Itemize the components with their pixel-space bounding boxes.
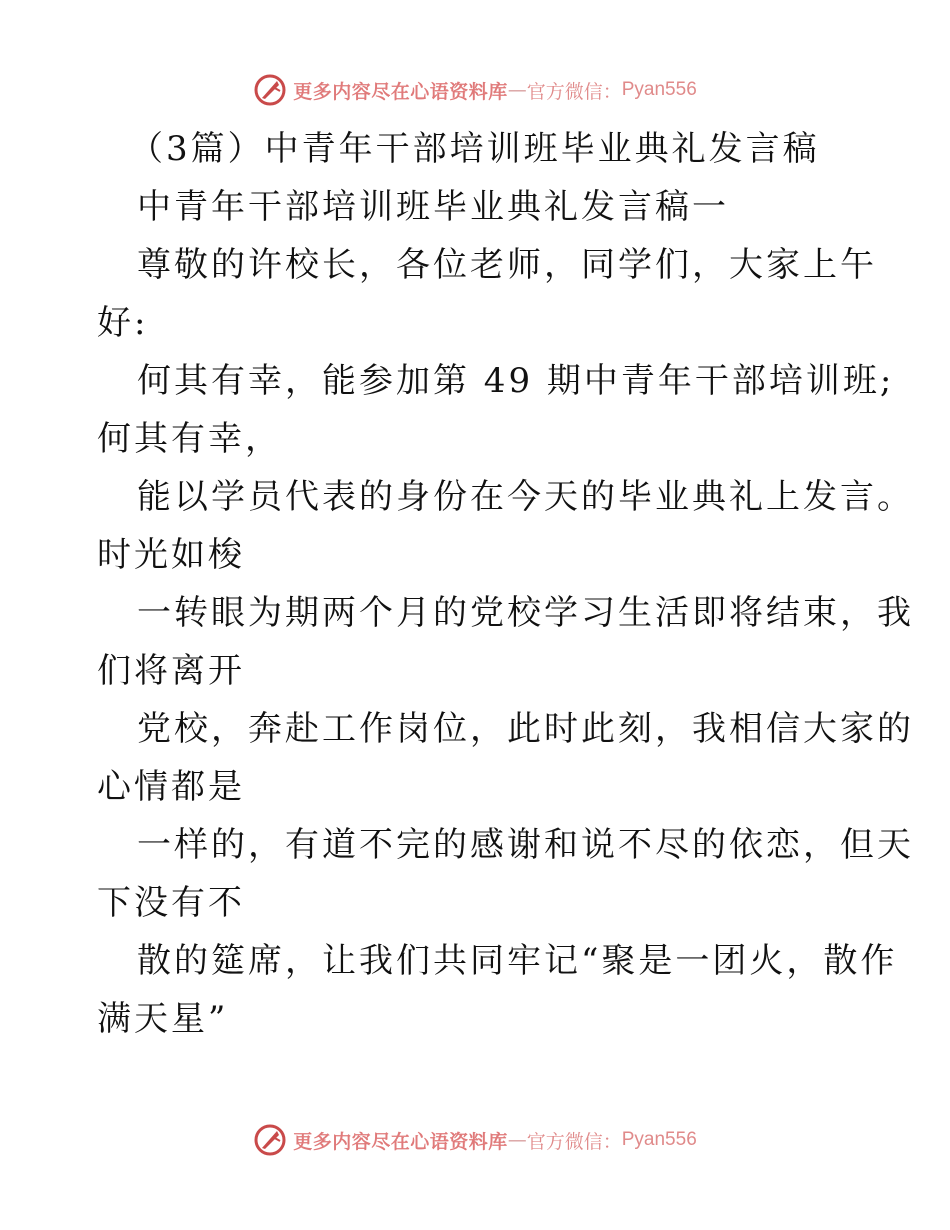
- paragraph-line: 心情都是: [97, 767, 245, 807]
- banner-main-text: 更多内容尽在心语资料库: [293, 80, 508, 103]
- banner-wechat-id: Pyan556: [621, 1129, 697, 1150]
- quill-logo-icon: [253, 73, 287, 107]
- paragraph-line: 能以学员代表的身份在今天的毕业典礼上发言。: [137, 477, 914, 517]
- paragraph-line: 好:: [97, 303, 149, 343]
- paragraph-line: 何其有幸，: [97, 419, 282, 459]
- paragraph-line: 何其有幸，能参加第 49 期中青年干部培训班;: [137, 361, 895, 401]
- paragraph-line: 满天星”: [97, 999, 229, 1039]
- paragraph-line: 散的筵席，让我们共同牢记“聚是一团火，散作: [137, 941, 898, 981]
- banner-wechat-label: 官方微信：: [526, 1130, 622, 1153]
- paragraph-line: 下没有不: [97, 883, 245, 923]
- header-watermark-banner: [0, 70, 950, 110]
- paragraph-line: 一样的，有道不完的感谢和说不尽的依恋，但天: [137, 825, 914, 865]
- paragraph-line: 一转眼为期两个月的党校学习生活即将结束，我: [137, 593, 914, 633]
- footer-watermark-banner: [0, 1120, 950, 1160]
- quill-logo-icon: [253, 1123, 287, 1157]
- paragraph-line: 尊敬的许校长，各位老师，同学们，大家上午: [137, 245, 877, 285]
- document-body: [97, 120, 914, 1048]
- paragraph-line: 党校，奔赴工作岗位，此时此刻，我相信大家的: [137, 709, 914, 749]
- section-heading: 中青年干部培训班毕业典礼发言稿一: [137, 187, 729, 227]
- banner-main-text: 更多内容尽在心语资料库: [293, 1130, 508, 1153]
- paragraph-line: 时光如梭: [97, 535, 245, 575]
- banner-wechat-label: 官方微信：: [526, 80, 622, 103]
- document-title: （3篇）中青年干部培训班毕业典礼发言稿: [129, 129, 820, 169]
- paragraph-line: 们将离开: [97, 651, 245, 691]
- banner-wechat-id: Pyan556: [621, 79, 697, 100]
- banner-separator: —: [507, 79, 527, 101]
- banner-separator: —: [507, 1129, 527, 1151]
